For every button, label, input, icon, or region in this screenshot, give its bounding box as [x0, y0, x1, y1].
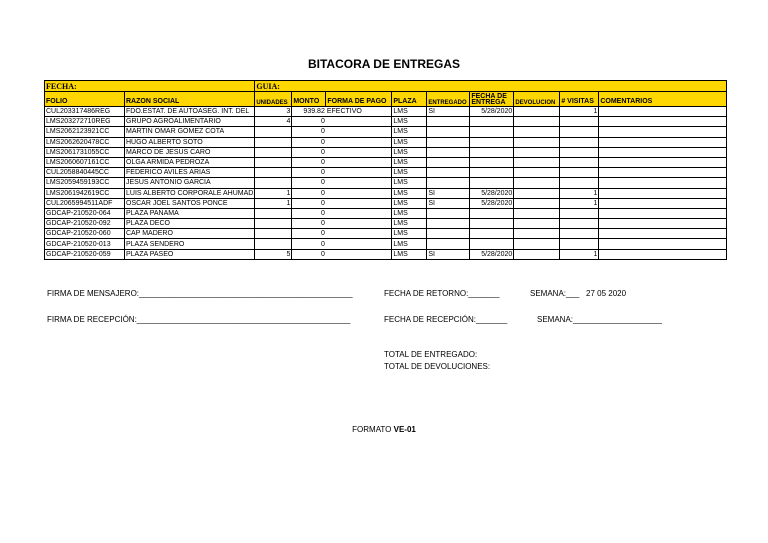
cell-visitas	[560, 239, 599, 249]
cell-unidades: 4	[255, 117, 292, 127]
cell-folio: LMS2062620478CC	[45, 137, 125, 147]
table-row	[45, 127, 727, 137]
cell-razon-social: MARCO DE JESUS CARO	[125, 147, 255, 157]
cell-comentarios	[599, 147, 727, 157]
cell-devolucion	[514, 249, 560, 259]
cell-monto: 0	[292, 117, 326, 127]
cell-razon-social: FDO.ESTAT. DE AUTOASEG. INT. DEL	[125, 107, 255, 117]
cell-comentarios	[599, 117, 727, 127]
cell-folio: LMS2061942619CC	[45, 188, 125, 198]
cell-folio: LMS2060607161CC	[45, 157, 125, 167]
cell-monto: 0	[292, 219, 326, 229]
cell-fecha-entrega	[470, 168, 514, 178]
cell-plaza: LMS	[392, 117, 427, 127]
cell-folio: LMS2061731055CC	[45, 147, 125, 157]
cell-comentarios	[599, 198, 727, 208]
cell-entregado	[427, 178, 470, 188]
table-row	[45, 239, 727, 249]
cell-fecha-entrega: 5/28/2020	[470, 107, 514, 117]
cell-visitas	[560, 117, 599, 127]
cell-entregado: SI	[427, 249, 470, 259]
cell-visitas: 1	[560, 198, 599, 208]
cell-plaza: LMS	[392, 239, 427, 249]
format-id: VE-01	[393, 425, 416, 434]
cell-fecha-entrega	[470, 117, 514, 127]
cell-forma-pago	[326, 178, 392, 188]
cell-plaza: LMS	[392, 198, 427, 208]
table-row	[45, 188, 727, 198]
cell-razon-social: OLGA ARMIDA PEDROZA	[125, 157, 255, 167]
cell-entregado	[427, 157, 470, 167]
table-row	[45, 229, 727, 239]
table-row	[45, 178, 727, 188]
cell-unidades	[255, 178, 292, 188]
cell-visitas	[560, 178, 599, 188]
cell-folio: GDCAP-210520-064	[45, 208, 125, 218]
cell-entregado	[427, 117, 470, 127]
cell-forma-pago	[326, 168, 392, 178]
table-row	[45, 107, 727, 117]
col-fecha-entrega: FECHA DE ENTREGA	[470, 92, 514, 107]
total-devoluciones: TOTAL DE DEVOLUCIONES:	[384, 362, 491, 371]
cell-visitas: 1	[560, 107, 599, 117]
cell-fecha-entrega	[470, 178, 514, 188]
cell-plaza: LMS	[392, 168, 427, 178]
cell-unidades	[255, 219, 292, 229]
format-prefix: FORMATO	[352, 425, 394, 434]
cell-monto: 0	[292, 127, 326, 137]
cell-visitas: 1	[560, 188, 599, 198]
col-plaza: PLAZA	[392, 92, 427, 107]
cell-monto: 0	[292, 178, 326, 188]
cell-razon-social: MARTIN OMAR GOMEZ COTA	[125, 127, 255, 137]
cell-plaza: LMS	[392, 107, 427, 117]
cell-razon-social: FEDERICO AVILES ARIAS	[125, 168, 255, 178]
guia-label: GUIA:	[255, 81, 727, 92]
table-row	[45, 117, 727, 127]
cell-devolucion	[514, 147, 560, 157]
cell-entregado: SI	[427, 198, 470, 208]
cell-forma-pago	[326, 219, 392, 229]
cell-monto: 0	[292, 188, 326, 198]
cell-devolucion	[514, 239, 560, 249]
cell-visitas	[560, 168, 599, 178]
cell-comentarios	[599, 178, 727, 188]
cell-devolucion	[514, 117, 560, 127]
table-row	[45, 219, 727, 229]
cell-comentarios	[599, 208, 727, 218]
cell-unidades: 3	[255, 107, 292, 117]
cell-folio: GDCAP-210520-092	[45, 219, 125, 229]
cell-comentarios	[599, 188, 727, 198]
cell-unidades	[255, 229, 292, 239]
firma-mensajero: FIRMA DE MENSAJERO:________________________________________________	[47, 289, 353, 298]
cell-forma-pago	[326, 127, 392, 137]
table-row	[45, 168, 727, 178]
cell-razon-social: JESUS ANTONIO GARCIA	[125, 178, 255, 188]
cell-monto: 939.82	[292, 107, 326, 117]
cell-fecha-entrega	[470, 127, 514, 137]
cell-entregado	[427, 147, 470, 157]
cell-folio: GDCAP-210520-013	[45, 239, 125, 249]
cell-plaza: LMS	[392, 229, 427, 239]
cell-folio: LMS203272710REG	[45, 117, 125, 127]
cell-monto: 0	[292, 239, 326, 249]
cell-devolucion	[514, 208, 560, 218]
cell-forma-pago	[326, 208, 392, 218]
cell-devolucion	[514, 107, 560, 117]
cell-monto: 0	[292, 249, 326, 259]
cell-forma-pago	[326, 198, 392, 208]
cell-devolucion	[514, 198, 560, 208]
cell-folio: CUL203317486REG	[45, 107, 125, 117]
semana-label-text: SEMANA:___	[530, 289, 580, 298]
cell-unidades	[255, 239, 292, 249]
cell-devolucion	[514, 178, 560, 188]
cell-unidades	[255, 137, 292, 147]
cell-devolucion	[514, 219, 560, 229]
cell-monto: 0	[292, 147, 326, 157]
cell-fecha-entrega	[470, 229, 514, 239]
col-comentarios: COMENTARIOS	[599, 92, 727, 107]
table-row	[45, 198, 727, 208]
cell-folio: LMS2059459193CC	[45, 178, 125, 188]
cell-forma-pago	[326, 137, 392, 147]
fecha-retorno: FECHA DE RETORNO:_______	[384, 289, 500, 298]
cell-plaza: LMS	[392, 147, 427, 157]
col-folio: FOLIO	[45, 92, 125, 107]
col-unidades: UNIDADES	[255, 92, 292, 107]
cell-forma-pago	[326, 239, 392, 249]
cell-razon-social: GRUPO AGROALIMENTARIO	[125, 117, 255, 127]
cell-folio: GDCAP-210520-060	[45, 229, 125, 239]
cell-razon-social: PLAZA PANAMA	[125, 208, 255, 218]
cell-forma-pago	[326, 249, 392, 259]
cell-unidades: 5	[255, 249, 292, 259]
cell-forma-pago	[326, 229, 392, 239]
cell-devolucion	[514, 188, 560, 198]
col-entregado: ENTREGADO	[427, 92, 470, 107]
cell-comentarios	[599, 157, 727, 167]
cell-unidades	[255, 127, 292, 137]
cell-forma-pago	[326, 147, 392, 157]
format-code	[0, 425, 768, 434]
firma-recepcion: FIRMA DE RECEPCIÓN:________________________________________________	[47, 315, 351, 324]
cell-plaza: LMS	[392, 188, 427, 198]
document-title: BITACORA DE ENTREGAS	[307, 57, 460, 71]
header-band-row	[45, 81, 727, 92]
cell-entregado	[427, 219, 470, 229]
cell-plaza: LMS	[392, 157, 427, 167]
cell-plaza: LMS	[392, 178, 427, 188]
cell-folio: LMS2062123921CC	[45, 127, 125, 137]
cell-unidades	[255, 147, 292, 157]
cell-devolucion	[514, 229, 560, 239]
cell-devolucion	[514, 127, 560, 137]
cell-fecha-entrega	[470, 239, 514, 249]
cell-devolucion	[514, 168, 560, 178]
cell-entregado: SI	[427, 107, 470, 117]
cell-entregado	[427, 168, 470, 178]
cell-entregado: SI	[427, 188, 470, 198]
cell-unidades: 1	[255, 198, 292, 208]
col-visitas: # VISITAS	[560, 92, 599, 107]
semana-value: 27 05 2020	[586, 289, 627, 298]
col-devolucion: DEVOLUCION	[514, 92, 560, 107]
cell-fecha-entrega: 5/28/2020	[470, 249, 514, 259]
cell-visitas: 1	[560, 249, 599, 259]
table-row	[45, 249, 727, 259]
cell-comentarios	[599, 219, 727, 229]
cell-comentarios	[599, 107, 727, 117]
cell-visitas	[560, 219, 599, 229]
cell-monto: 0	[292, 157, 326, 167]
cell-fecha-entrega	[470, 208, 514, 218]
cell-razon-social: PLAZA DECO	[125, 219, 255, 229]
table-row	[45, 208, 727, 218]
cell-comentarios	[599, 229, 727, 239]
semana-blank: SEMANA:____________________	[537, 315, 662, 324]
cell-fecha-entrega	[470, 219, 514, 229]
cell-folio: CUL2065994511ADF	[45, 198, 125, 208]
cell-monto: 0	[292, 198, 326, 208]
cell-unidades	[255, 168, 292, 178]
cell-fecha-entrega: 5/28/2020	[470, 198, 514, 208]
cell-forma-pago: EFECTIVO	[326, 107, 392, 117]
cell-fecha-entrega	[470, 137, 514, 147]
cell-unidades	[255, 157, 292, 167]
cell-entregado	[427, 208, 470, 218]
cell-devolucion	[514, 137, 560, 147]
cell-folio: GDCAP-210520-059	[45, 249, 125, 259]
cell-razon-social: LUIS ALBERTO CORPORALE AHUMAD	[126, 189, 254, 197]
cell-visitas	[560, 157, 599, 167]
cell-monto: 0	[292, 137, 326, 147]
col-razon-social: RAZON SOCIAL	[125, 92, 255, 107]
cell-folio: CUL2058840445CC	[45, 168, 125, 178]
cell-devolucion	[514, 157, 560, 167]
semana-label	[530, 289, 626, 298]
cell-comentarios	[599, 168, 727, 178]
cell-monto: 0	[292, 168, 326, 178]
cell-comentarios	[599, 127, 727, 137]
cell-plaza: LMS	[392, 249, 427, 259]
col-forma-pago: FORMA DE PAGO	[326, 92, 392, 107]
cell-monto: 0	[292, 229, 326, 239]
table-row	[45, 147, 727, 157]
cell-entregado	[427, 239, 470, 249]
column-header-row	[45, 92, 727, 107]
cell-unidades: 1	[255, 188, 292, 198]
cell-plaza: LMS	[392, 127, 427, 137]
total-entregado: TOTAL DE ENTREGADO:	[384, 350, 478, 359]
deliveries-table	[44, 80, 727, 260]
cell-visitas	[560, 229, 599, 239]
cell-visitas	[560, 127, 599, 137]
cell-visitas	[560, 208, 599, 218]
cell-fecha-entrega	[470, 157, 514, 167]
cell-visitas	[560, 147, 599, 157]
cell-razon-social: OSCAR JOEL SANTOS PONCE	[125, 198, 255, 208]
fecha-label: FECHA:	[45, 81, 255, 92]
cell-forma-pago	[326, 157, 392, 167]
cell-razon-social: PLAZA SENDERO	[125, 239, 255, 249]
cell-fecha-entrega	[470, 147, 514, 157]
cell-forma-pago	[326, 117, 392, 127]
col-monto: MONTO	[292, 92, 326, 107]
cell-entregado	[427, 127, 470, 137]
cell-comentarios	[599, 249, 727, 259]
table-row	[45, 157, 727, 167]
cell-entregado	[427, 229, 470, 239]
cell-razon-social: CAP MADERO	[125, 229, 255, 239]
cell-razon-social: HUGO ALBERTO SOTO	[125, 137, 255, 147]
cell-unidades	[255, 208, 292, 218]
cell-comentarios	[599, 239, 727, 249]
cell-forma-pago	[326, 188, 392, 198]
cell-monto: 0	[292, 208, 326, 218]
cell-visitas	[560, 137, 599, 147]
fecha-recepcion: FECHA DE RECEPCIÓN:_______	[384, 315, 508, 324]
cell-fecha-entrega: 5/28/2020	[470, 188, 514, 198]
cell-plaza: LMS	[392, 219, 427, 229]
cell-entregado	[427, 137, 470, 147]
table-row	[45, 137, 727, 147]
cell-plaza: LMS	[392, 137, 427, 147]
cell-comentarios	[599, 137, 727, 147]
cell-razon-social: PLAZA PASEO	[125, 249, 255, 259]
cell-plaza: LMS	[392, 208, 427, 218]
